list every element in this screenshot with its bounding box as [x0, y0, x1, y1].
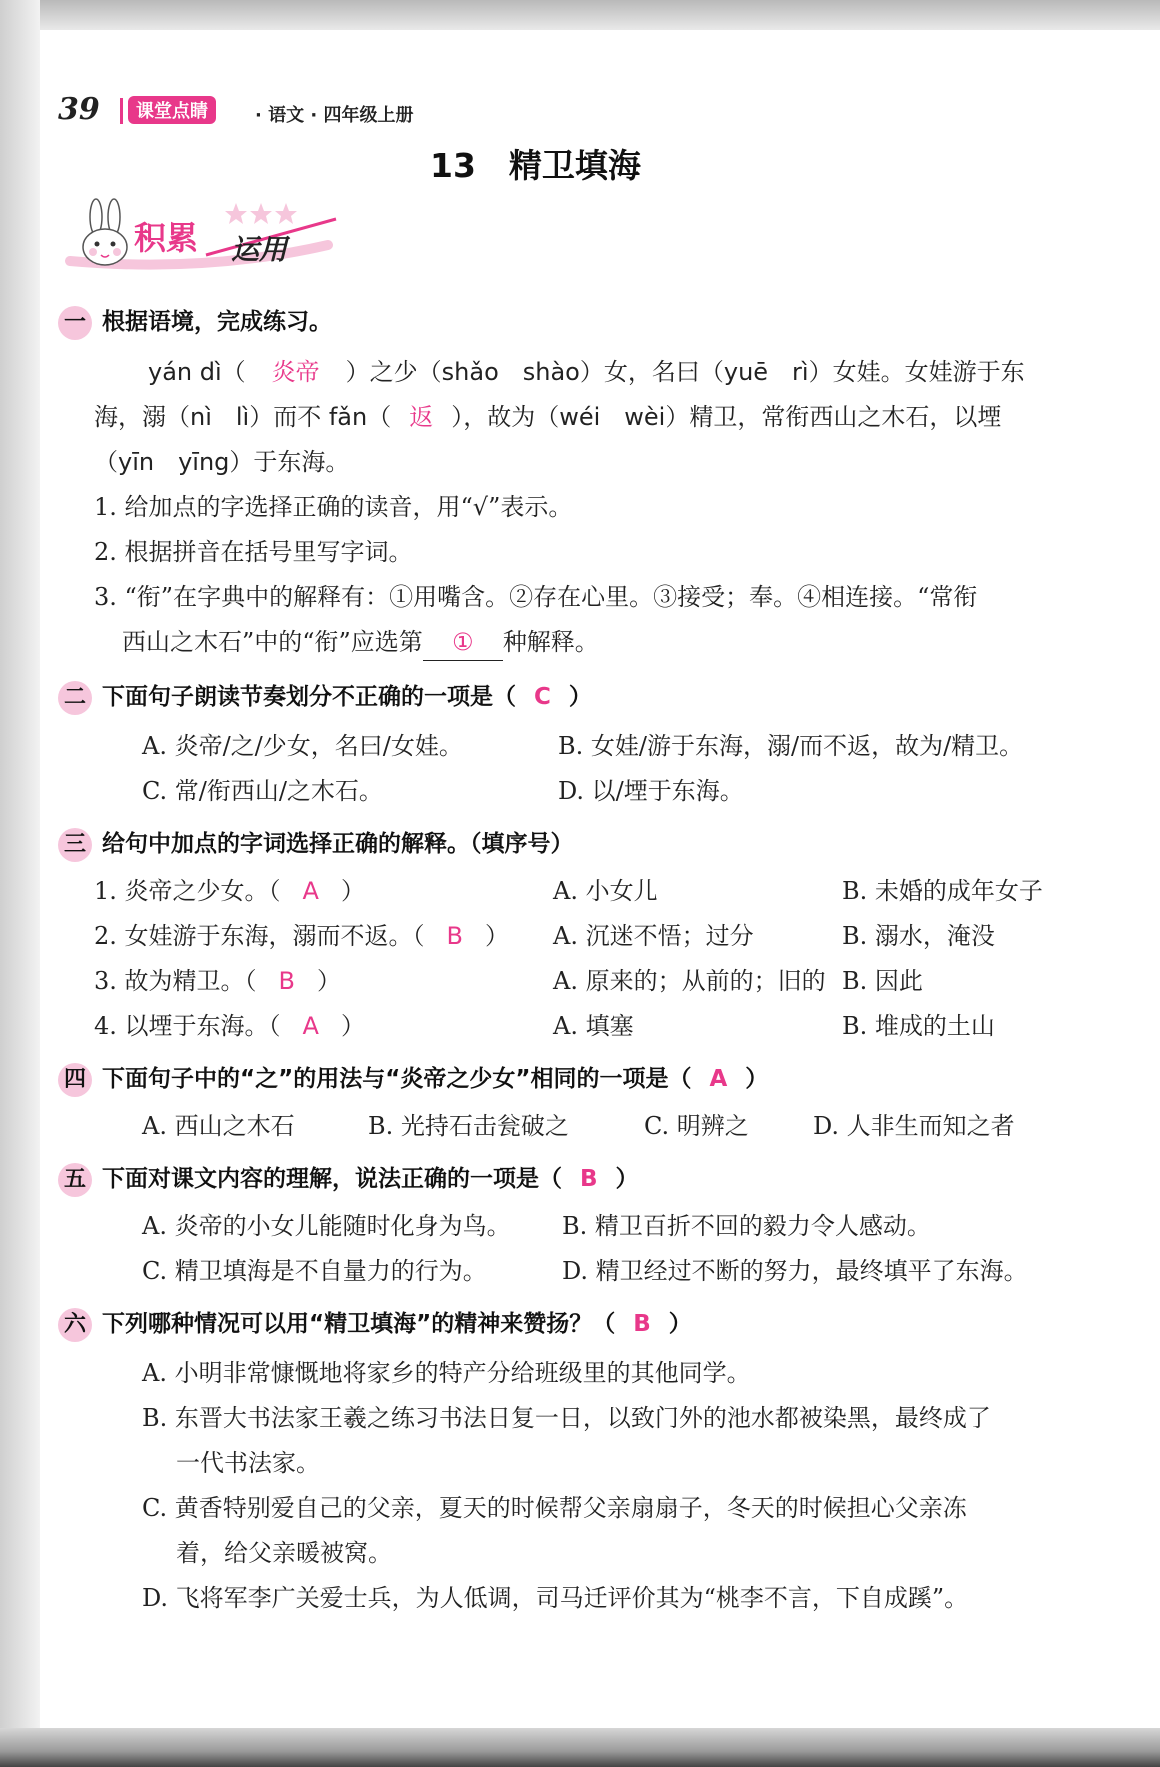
option-d: D. 精卫经过不断的努力，最终填平了东海。	[562, 1257, 1028, 1285]
section-3-heading	[58, 825, 574, 862]
header-divider	[120, 98, 123, 124]
section-title: 下面句子中的“之”的用法与“炎帝之少女”相同的一项是（	[102, 1066, 692, 1092]
passage-text: ），故为（wéi wèi）精卫，常衔西山之木石，以堙	[451, 403, 1002, 431]
section-number: 四	[58, 1063, 92, 1097]
logo-right-text: 运用	[231, 233, 288, 266]
paren: ）	[340, 877, 365, 905]
option-a: A. 小明非常慷慨地将家乡的特产分给班级里的其他同学。	[142, 1359, 751, 1387]
section-1-heading	[58, 303, 332, 340]
passage-line-3: （yīn yīng）于东海。	[94, 448, 350, 476]
answer: C	[534, 684, 551, 710]
option-a: A. 炎帝的小女儿能随时化身为鸟。	[142, 1212, 511, 1240]
answer: B	[633, 1311, 651, 1337]
option-d: D. 飞将军李广关爱士兵，为人低调，司马迁评价其为“桃李不言，下自成蹊”。	[142, 1584, 969, 1612]
passage-line-2	[94, 399, 1001, 435]
q3-row-4	[94, 1008, 365, 1044]
option-c: C. 常/衔西山/之木石。	[142, 777, 383, 805]
answer: B	[580, 1166, 598, 1192]
section-number: 一	[58, 306, 92, 340]
section-title: 下面对课文内容的理解，说法正确的一项是（	[102, 1166, 562, 1192]
option-d: D. 以/堙于东海。	[558, 777, 744, 805]
question-text: 3. 故为精卫。（	[94, 967, 257, 995]
answer: A	[302, 877, 319, 905]
answer: 返	[409, 403, 434, 431]
paren: ）	[568, 684, 592, 710]
section-title: 下列哪种情况可以用“精卫填海”的精神来赞扬？（	[102, 1311, 616, 1337]
paren: ）	[745, 1066, 769, 1092]
logo-left-text: 积累	[134, 219, 199, 257]
q3-row-4-a: A. 填塞	[553, 1012, 634, 1040]
question-1: 1. 给加点的字选择正确的读音，用“√”表示。	[94, 493, 573, 521]
q3-row-2-b: B. 溺水，淹没	[842, 922, 995, 950]
page-number: 39	[58, 92, 100, 127]
paren: ）	[340, 1012, 365, 1040]
q3-row-3-b: B. 因此	[842, 967, 923, 995]
option-c: C. 精卫填海是不自量力的行为。	[142, 1257, 487, 1285]
question-text: 西山之木石”中的“衔”应选第	[122, 628, 423, 656]
section-5-heading	[58, 1160, 639, 1197]
q3-row-3	[94, 963, 341, 999]
section-title: 下面句子朗读节奏划分不正确的一项是（	[102, 684, 516, 710]
option-c: C. 黄香特别爱自己的父亲，夏天的时候帮父亲扇扇子，冬天的时候担心父亲冻	[142, 1494, 967, 1522]
answer: B	[278, 967, 295, 995]
paren: ）	[615, 1166, 639, 1192]
q3-row-3-a: A. 原来的；从前的；旧的	[553, 967, 826, 995]
option-d: D. 人非生而知之者	[813, 1112, 1015, 1140]
section-6-heading	[58, 1305, 692, 1342]
option-b: B. 光持石击瓮破之	[368, 1112, 569, 1140]
paren: ）	[485, 922, 509, 950]
option-a: A. 西山之木石	[142, 1112, 295, 1140]
rabbit-icon	[56, 195, 346, 290]
question-text: 4. 以堙于东海。（	[94, 1012, 281, 1040]
section-number: 六	[58, 1308, 92, 1342]
section-number: 五	[58, 1163, 92, 1197]
question-text: 2. 女娃游于东海，溺而不返。（	[94, 922, 425, 950]
answer: B	[446, 922, 463, 950]
paren: ）	[668, 1311, 692, 1337]
answer-blank: ①	[423, 624, 503, 661]
section-logo	[56, 195, 346, 290]
passage-text: 海，溺（nì lì）而不 fǎn（	[94, 403, 392, 431]
option-b: B. 东晋大书法家王羲之练习书法日复一日，以致门外的池水都被染黑，最终成了	[142, 1404, 991, 1432]
q3-row-1-b: B. 未婚的成年女子	[842, 877, 1043, 905]
q3-row-1	[94, 873, 365, 909]
page-shadow-left	[0, 0, 40, 1767]
question-text: 种解释。	[502, 628, 599, 656]
q3-row-4-b: B. 堆成的土山	[842, 1012, 995, 1040]
viewer-top-edge	[0, 0, 1160, 30]
passage-line-1	[148, 354, 1025, 390]
viewer-bottom-edge	[0, 1728, 1160, 1767]
option-a: A. 炎帝/之/少女，名曰/女娃。	[142, 732, 463, 760]
paren: ）	[317, 967, 341, 995]
option-c: C. 明辨之	[644, 1112, 749, 1140]
option-c-cont: 着，给父亲暖被窝。	[176, 1539, 392, 1567]
option-b: B. 精卫百折不回的毅力令人感动。	[562, 1212, 931, 1240]
section-4-heading	[58, 1060, 768, 1097]
q3-row-2	[94, 918, 509, 954]
lesson-title: 13 精卫填海	[430, 146, 641, 185]
section-title: 根据语境，完成练习。	[102, 309, 332, 335]
answer: A	[302, 1012, 319, 1040]
section-title: 给句中加点的字词选择正确的解释。（填序号）	[102, 831, 574, 857]
section-2-heading	[58, 678, 592, 715]
question-2: 2. 根据拼音在括号里写字词。	[94, 538, 413, 566]
passage-text: yán dì（	[148, 358, 246, 386]
section-number: 三	[58, 828, 92, 862]
question-text: 1. 炎帝之少女。（	[94, 877, 281, 905]
q3-row-1-a: A. 小女儿	[553, 877, 658, 905]
question-3-cont	[122, 624, 599, 661]
answer: A	[709, 1066, 728, 1092]
question-3: 3. “衔”在字典中的解释有：①用嘴含。②存在心里。③接受；奉。④相连接。“常衔	[94, 583, 978, 611]
passage-text: ）之少（shǎo shào）女，名曰（yuē rì）女娃。女娃游于东	[345, 358, 1025, 386]
header-badge: 课堂点睛	[128, 96, 216, 124]
option-b-cont: 一代书法家。	[176, 1449, 320, 1477]
header-subject: · 语文 · 四年级上册	[255, 105, 414, 126]
section-number: 二	[58, 681, 92, 715]
q3-row-2-a: A. 沉迷不悟；过分	[553, 922, 754, 950]
answer: 炎帝	[271, 358, 320, 386]
option-b: B. 女娃/游于东海，溺/而不返，故为/精卫。	[558, 732, 1024, 760]
